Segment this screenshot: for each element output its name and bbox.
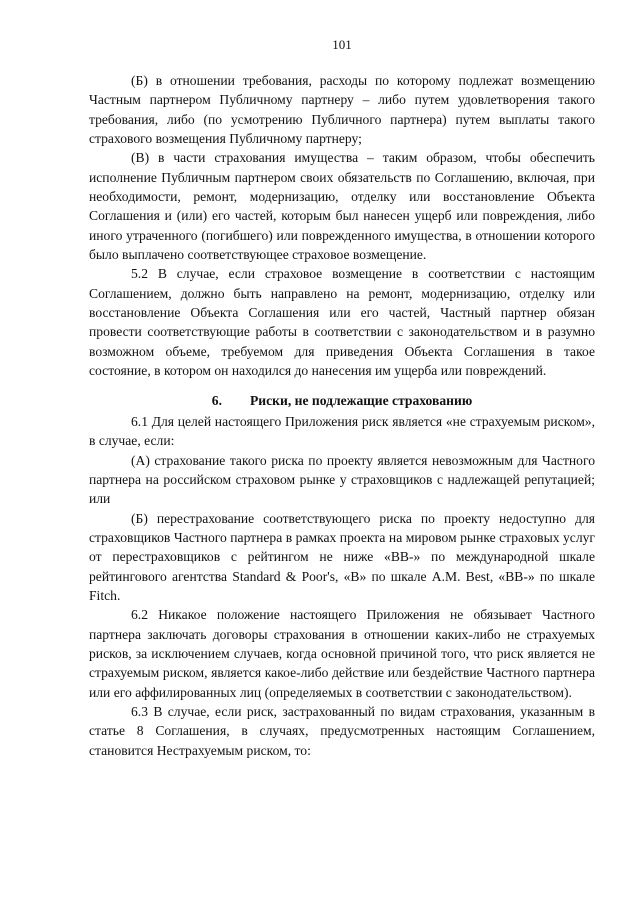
paragraph-6-1-a: (А) страхование такого риска по проекту является невозможным для Частного партнера на российском страховом рынке у страховщиков с надлежащей репутацией; или [89,452,595,507]
paragraph-6-1: 6.1 Для целей настоящего Приложения риск является «не страхуемым риском», в случае, если: [89,413,595,449]
section-title: Риски, не подлежащие страхованию [249,392,473,408]
page-number: 101 [332,37,352,52]
paragraph-b-reimbursement: (Б) в отношении требования, расходы по которому подлежат возмещению Частным партнером Публичному партнеру – либо путем удовлетворения такого требования, либо (по усмотрению Публичного партнера) путем выплаты такого страхового возмещения Публичному партнеру; [89,73,595,147]
section-heading [89,391,595,410]
paragraph-6-1-b: (Б) перестрахование соответствующего риска по проекту недоступно для страховщиков Частного партнера в рамках проекта на мировом рынке страховых услуг от перестраховщиков с рейтингом не ниже «BB-» по международной шкале рейтингового агентства Standard & Poor's, «B» по шкале A.M. Best, «BB-» по шкале Fitch. [89,510,595,603]
paragraph-6-2: 6.2 Никакое положение настоящего Приложения не обязывает Частного партнера заключать договоры страхования в отношении каких-либо не страхуемых рисков, за исключением случаев, когда основной причиной того, что риск является не страхуемым риском, является какое-либо действие или бездействие Частного партнера или его аффилированных лиц (определяемых в соответствии с законодательством). [89,607,595,700]
document-body [89,71,595,760]
paragraph-5-2: 5.2 В случае, если страховое возмещение в соответствии с настоящим Соглашением, должно быть направлено на ремонт, модернизацию, отделку или восстановление Объекта Соглашения или его частей, Частный партнер обязан провести соответствующие работы в соответствии с законодательством и в разумно возможном объеме, требуемом для приведения Объекта Соглашения в такое состояние, в котором он находился до нанесения им ущерба или повреждений. [89,266,595,379]
section-number: 6. [211,392,222,408]
paragraph-6-3: 6.3 В случае, если риск, застрахованный по видам страхования, указанным в статье 8 Соглашения, в случаях, предусмотренных настоящим Соглашением, становится Нестрахуемым риском, то: [89,704,595,758]
paragraph-v-property-insurance: (В) в части страхования имущества – таким образом, чтобы обеспечить исполнение Публичным партнером своих обязательств по Соглашению, включая, при необходимости, ремонт, модернизацию, отделку или восстановление Объекта Соглашения и (или) его частей, которым был нанесен ущерб или повреждения, либо иного утраченного (погибшего) или поврежденного имущества, в отношении которого было выплачено соответствующее страховое возмещение. [89,150,595,263]
